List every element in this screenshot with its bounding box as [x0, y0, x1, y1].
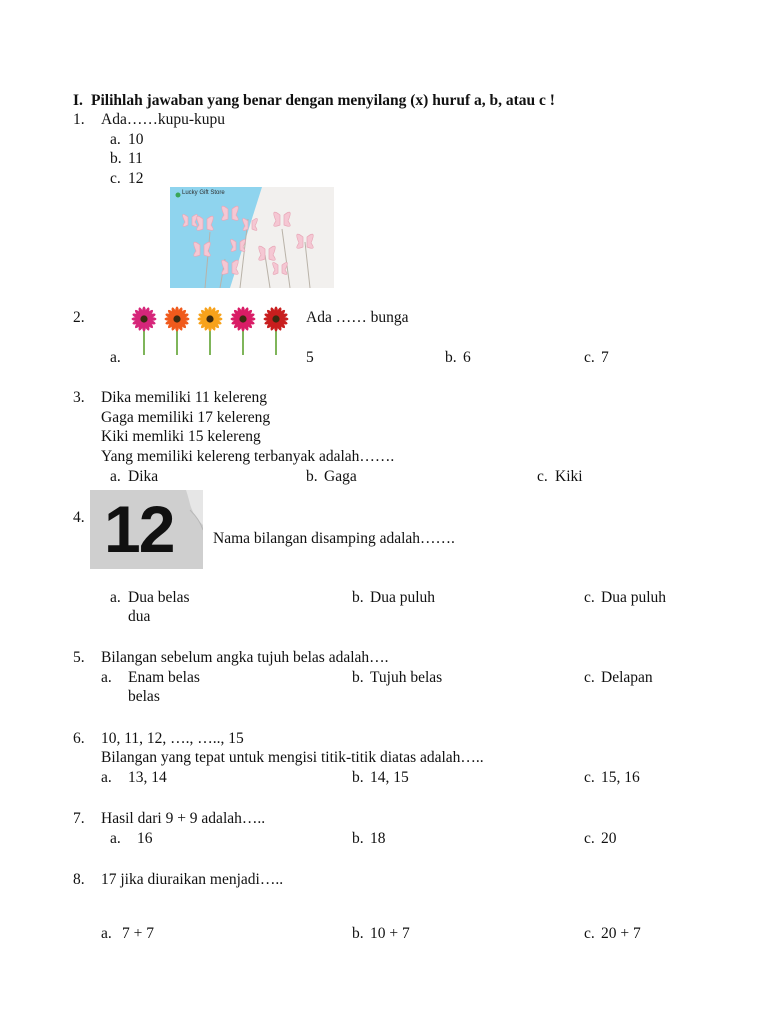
q3-option-c-letter: c. — [537, 468, 548, 485]
q7-option-b-letter: b. — [352, 830, 364, 847]
q6-option-a-letter: a. — [101, 769, 112, 786]
flower-icon — [165, 307, 190, 355]
q2-text: Ada …… bunga — [306, 309, 409, 326]
q4-option-b-letter: b. — [352, 589, 364, 606]
q3-line-2: Gaga memiliki 17 kelereng — [101, 409, 271, 426]
q6-text: Bilangan yang tepat untuk mengisi titik-titik diatas adalah….. — [101, 749, 484, 766]
q8-option-b-text: 10 + 7 — [370, 925, 410, 942]
q8-number: 8. — [73, 871, 85, 888]
section-instruction: Pilihlah jawaban yang benar dengan menyilang (x) huruf a, b, atau c ! — [91, 92, 555, 109]
q5-option-c-text: Delapan — [601, 669, 653, 686]
flower-icon — [132, 307, 157, 355]
q8-option-a-text: 7 + 7 — [122, 925, 154, 942]
q7-option-b-text: 18 — [370, 830, 386, 847]
q5-option-b-letter: b. — [352, 669, 364, 686]
number-twelve-label: 12 — [104, 492, 174, 566]
q3-number: 3. — [73, 389, 85, 406]
q8-text: 17 jika diuraikan menjadi….. — [101, 871, 284, 888]
flower-icon — [198, 307, 223, 355]
q2-option-c-text: 7 — [601, 349, 609, 366]
number-twelve-image — [90, 490, 203, 569]
q2-option-b-letter: b. — [445, 349, 457, 366]
q3-line-4: Yang memiliki kelereng terbanyak adalah……. — [101, 448, 395, 465]
q4-text: Nama bilangan disamping adalah……. — [213, 530, 455, 547]
q6-option-a-text: 13, 14 — [128, 769, 167, 786]
q3-option-a-text: Dika — [128, 468, 159, 485]
q1-option-a-text: 10 — [128, 131, 144, 148]
q1-option-b-letter: b. — [110, 150, 122, 167]
q6-option-b-letter: b. — [352, 769, 364, 786]
q6-option-b-text: 14, 15 — [370, 769, 409, 786]
q3-line-3: Kiki memliki 15 kelereng — [101, 428, 261, 445]
q4-option-b-text: Dua puluh — [370, 589, 436, 606]
q1-text: Ada……kupu-kupu — [101, 111, 225, 128]
q8-option-b-letter: b. — [352, 925, 364, 942]
q1-option-c-letter: c. — [110, 170, 121, 187]
section-number: I. — [73, 92, 83, 109]
q4-option-c-letter: c. — [584, 589, 595, 606]
q3-option-a-letter: a. — [110, 468, 121, 485]
q2-number: 2. — [73, 309, 85, 326]
q8-option-c-text: 20 + 7 — [601, 925, 641, 942]
q3-option-c-text: Kiki — [555, 468, 583, 485]
q6-option-c-text: 15, 16 — [601, 769, 640, 786]
q6-number: 6. — [73, 730, 85, 747]
q4-option-a-continuation: dua — [128, 608, 151, 625]
q5-option-c-letter: c. — [584, 669, 595, 686]
butterfly-image-label: Lucky Gift Store — [182, 190, 225, 196]
q3-line-1: Dika memiliki 11 kelereng — [101, 389, 268, 406]
q6-option-c-letter: c. — [584, 769, 595, 786]
q7-number: 7. — [73, 810, 85, 827]
q7-option-a-letter: a. — [110, 830, 121, 847]
flower-icon — [264, 307, 289, 355]
q5-text: Bilangan sebelum angka tujuh belas adalah…. — [101, 649, 389, 666]
q2-option-a-text: 5 — [306, 349, 314, 366]
flower-icon — [231, 307, 256, 355]
q5-number: 5. — [73, 649, 85, 666]
q4-option-a-letter: a. — [110, 589, 121, 606]
q4-option-c-text: Dua puluh — [601, 589, 667, 606]
q5-option-a-continuation: belas — [128, 688, 160, 705]
flowers-image — [127, 305, 293, 357]
q8-option-c-letter: c. — [584, 925, 595, 942]
q4-option-a-text: Dua belas — [128, 589, 190, 606]
q1-option-b-text: 11 — [128, 150, 143, 167]
q3-option-b-text: Gaga — [324, 468, 357, 485]
q8-option-a-letter: a. — [101, 925, 112, 942]
q1-number: 1. — [73, 111, 85, 128]
q4-number: 4. — [73, 509, 85, 526]
q1-option-a-letter: a. — [110, 131, 121, 148]
q2-option-b-text: 6 — [463, 349, 471, 366]
q1-option-c-text: 12 — [128, 170, 144, 187]
q5-option-b-text: Tujuh belas — [370, 669, 443, 686]
q6-sequence: 10, 11, 12, …., ….., 15 — [101, 730, 244, 747]
q7-text: Hasil dari 9 + 9 adalah….. — [101, 810, 266, 827]
q2-option-a-letter: a. — [110, 349, 121, 366]
q2-option-c-letter: c. — [584, 349, 595, 366]
q7-option-c-text: 20 — [601, 830, 617, 847]
q5-option-a-letter: a. — [101, 669, 112, 686]
butterfly-image — [170, 187, 334, 288]
q7-option-c-letter: c. — [584, 830, 595, 847]
q7-option-a-text: 16 — [137, 830, 153, 847]
q3-option-b-letter: b. — [306, 468, 318, 485]
q5-option-a-text: Enam belas — [128, 669, 200, 686]
